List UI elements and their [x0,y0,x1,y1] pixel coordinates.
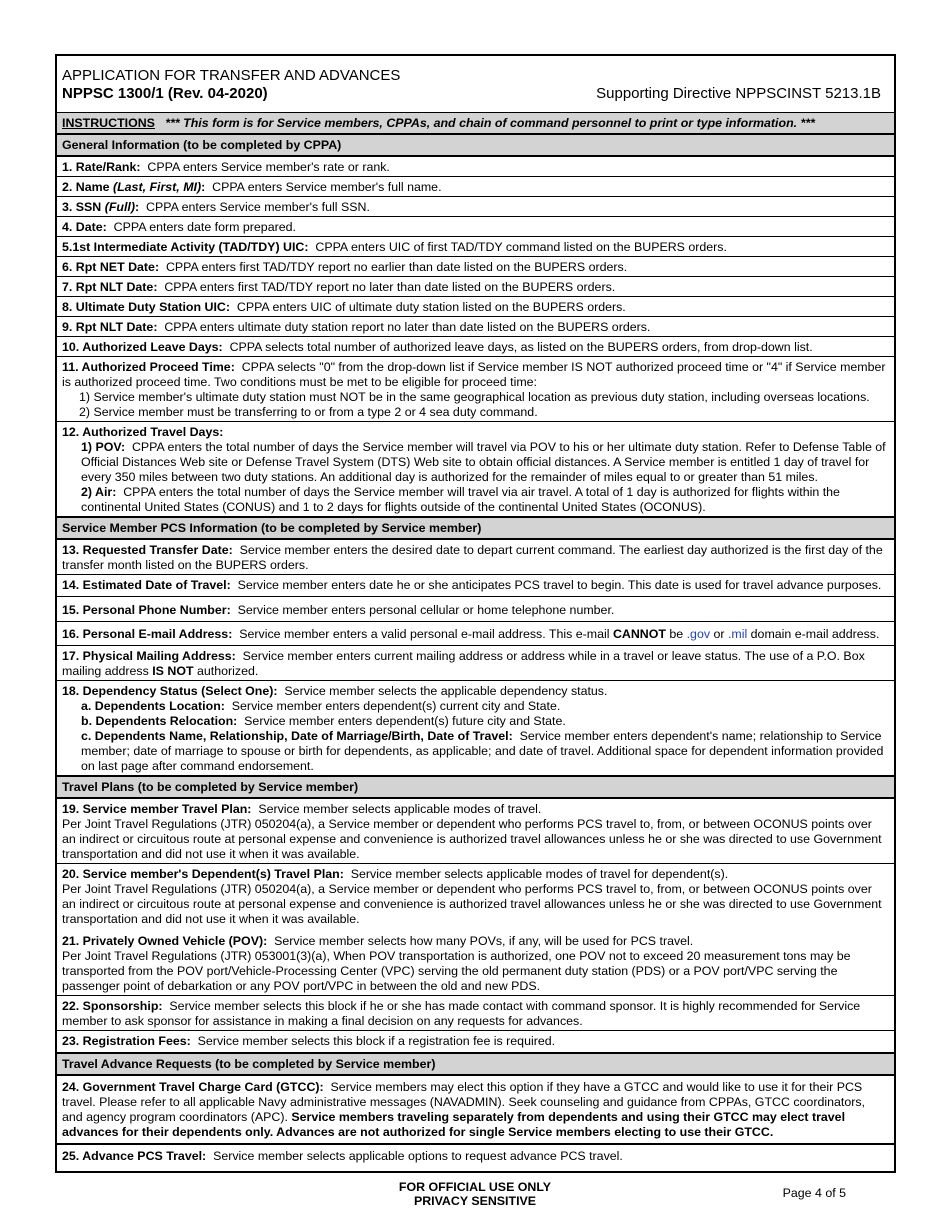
item-24 [57,1074,894,1143]
instructions-label: INSTRUCTIONS [62,116,155,130]
privacy-label: PRIVACY SENSITIVE [413,1194,537,1208]
air-paragraph: 2) Air: CPPA enters the total number of days the Service member will travel via air travel. A total of 1 day is authorized for flights within the continental United States (CONUS) and 1 to 2 days for flights outside of the continental United States (OCONUS). [81,485,840,514]
form-header [57,56,894,113]
item-12 [57,421,894,516]
item-text: CPPA selects total number of authorized leave days, as listed on the BUPERS orders, from drop-down list. [229,340,813,354]
item-text: CPPA enters Service member's rate or rank. [147,160,390,174]
item-19 [57,797,894,863]
item-text: Service member selects applicable modes of travel for dependent(s). [350,867,729,881]
item-14 [57,574,894,596]
item-label: 19. Service member Travel Plan: [62,802,252,816]
item-text: Service member selects this block if a registration fee is required. [197,1034,556,1048]
item-text: CPPA enters first TAD/TDY report no later than date listed on the BUPERS orders. [164,280,616,294]
item-label: 7. Rpt NLT Date: [62,280,158,294]
item-text: Service member enters a valid personal e-mail address. This e-mail CANNOT be .gov or .mil domain e-mail address. [239,627,880,641]
item-text: Service member enters personal cellular or home telephone number. [237,603,615,617]
item-2 [57,176,894,196]
item-label: 6. Rpt NET Date: [62,260,160,274]
item-13 [57,538,894,574]
supporting-directive: Supporting Directive NPPSCINST 5213.1B [596,85,881,102]
item-text: Service members may elect this option if they have a GTCC and would like to use it for their PCS travel. Please refer to all applicable Navy administrative messages (NAVADMIN). Seek counseling and guidance from CPPAs, GTCC coordinators, and agency program coordinators (APC). [62,1080,865,1124]
item-label: 25. Advance PCS Travel: [62,1149,207,1163]
item-label: 24. Government Travel Charge Card (GTCC): [62,1080,324,1094]
item-text: Service member enters date he or she anticipates PCS travel to begin. This date is used for travel advance purposes. [237,578,882,592]
item-4 [57,216,894,236]
fouo-label: FOR OFFICIAL USE ONLY [398,1180,552,1194]
item-text: Service member selects applicable modes of travel. [258,802,542,816]
pov-paragraph: 1) POV: CPPA enters the total number of days the Service member will travel via POV to his or her ultimate duty station. Refer to Defense Table of Official Distances Web site or Defense Travel System (DTS) Web site to obtain official distances. A Service member is entitled 1 day of travel for every 350 miles between two duty stations. An additional day is authorized for the remainder of miles equal to or greater than 51 miles. [81,440,886,484]
section-general-header: General Information (to be completed by CPPA) [57,133,894,155]
item-text: CPPA enters ultimate duty station report no later than date listed on the BUPERS orders. [164,320,651,334]
page-number: Page 4 of 5 [782,1186,846,1200]
item-15 [57,596,894,621]
item-label: 20. Service member's Dependent(s) Travel Plan: [62,867,344,881]
item-6 [57,256,894,276]
item-text: Service member selects how many POVs, if any, will be used for PCS travel. [274,934,694,948]
item-label: 12. Authorized Travel Days: [62,425,224,439]
item-23 [57,1030,894,1052]
item-label: 1. Rate/Rank: [62,160,141,174]
item-text: CPPA enters UIC of ultimate duty station listed on the BUPERS orders. [236,300,626,314]
item-text: CPPA selects "0" from the drop-down list if Service member IS NOT authorized proceed time or "4" if Service member is authorized proceed time. Two conditions must be met to be eligible for proceed time: [62,360,886,389]
item-25 [57,1143,894,1165]
form-title: APPLICATION FOR TRANSFER AND ADVANCES [62,67,401,84]
item-label: 22. Sponsorship: [62,999,163,1013]
section-advance-header: Travel Advance Requests (to be completed by Service member) [57,1052,894,1074]
item-text: CPPA enters Service member's full SSN. [146,200,370,214]
item-label: 13. Requested Transfer Date: [62,543,233,557]
item-label: 21. Privately Owned Vehicle (POV): [62,934,268,948]
item-text: Service member selects this block if he or she has made contact with command sponsor. It is highly recommended for Service member to ask sponsor for assistance in making a final decision on any requests for advances. [62,999,861,1028]
item-5 [57,236,894,256]
item-label: 11. Authorized Proceed Time: [62,360,235,374]
form-page [55,54,896,1173]
item-18 [57,680,894,775]
dependents-relocation: b. Dependents Relocation: Service member enters dependent(s) future city and State. [81,714,566,728]
jtr-paragraph: Per Joint Travel Regulations (JTR) 053001(3)(a), When POV transportation is authorized, one POV not to exceed 20 measurement tons may be transported from the POV port/Vehicle-Processing Center (VPC) serving the old permanent duty station (PDS) or a POV port/VPC serving the passenger point of debarkation or any POV port/VPC in between the old and new PDS. [62,949,851,993]
item-text: Service member enters current mailing address or address while in a travel or leave status. The use of a P.O. Box mailing address IS NOT authorized. [62,649,865,678]
item-text: Service member enters the desired date to depart current command. The earliest day authorized is the first day of the transfer month listed on the BUPERS orders. [62,543,883,572]
instructions-row [57,113,894,133]
item-label: 23. Registration Fees: [62,1034,191,1048]
item-3 [57,196,894,216]
item-20 [57,863,894,928]
item-21 [57,928,894,995]
item-label: 14. Estimated Date of Travel: [62,578,231,592]
item-17 [57,645,894,680]
item-10 [57,336,894,356]
item-1 [57,155,894,176]
item-7 [57,276,894,296]
section-travel-header: Travel Plans (to be completed by Service member) [57,775,894,797]
form-code: NPPSC 1300/1 (Rev. 04-2020) [62,85,268,102]
item-22 [57,995,894,1030]
item-label: 10. Authorized Leave Days: [62,340,223,354]
item-text: CPPA enters Service member's full name. [212,180,442,194]
item-label: 15. Personal Phone Number: [62,603,231,617]
section-pcs-header: Service Member PCS Information (to be completed by Service member) [57,516,894,538]
item-8 [57,296,894,316]
item-label: 3. SSN (Full): [62,200,140,214]
dependents-details: c. Dependents Name, Relationship, Date of Marriage/Birth, Date of Travel: Service member enters dependent's name; relationship to Service member; date of marriage to spouse or birth for dependents, as applicable; and date of travel. Additional space for dependent information provided on last page after command endorsement. [81,729,884,773]
item-label: 2. Name (Last, First, MI): [62,180,206,194]
item-text: CPPA enters date form prepared. [113,220,296,234]
item-label: 8. Ultimate Duty Station UIC: [62,300,230,314]
item-text: Service member selects the applicable dependency status. [284,684,608,698]
item-label: 5.1st Intermediate Activity (TAD/TDY) UIC: [62,240,309,254]
item-label: 17. Physical Mailing Address: [62,649,236,663]
jtr-paragraph: Per Joint Travel Regulations (JTR) 050204(a), a Service member or dependent who performs PCS travel to, from, or between OCONUS points over an indirect or circuitous route at personal expense and convenience is authorized travel allowances unless he or she was directed to use Government transportation and did not use it when it was available. [62,882,882,926]
instructions-text: *** This form is for Service members, CPPAs, and chain of command personnel to print or type information. *** [165,116,815,130]
item-text: CPPA enters first TAD/TDY report no earlier than date listed on the BUPERS orders. [165,260,628,274]
item-label: 16. Personal E-mail Address: [62,627,233,641]
item-label: 9. Rpt NLT Date: [62,320,158,334]
item-label: 18. Dependency Status (Select One): [62,684,278,698]
jtr-paragraph: Per Joint Travel Regulations (JTR) 050204(a), a Service member or dependent who performs PCS travel to, from, or between OCONUS points over an indirect or circuitous route at personal expense and convenience is authorized travel allowances unless he or she was directed to use Government transportation and did not use it when it was available. [62,817,882,861]
item-text: Service member selects applicable options to request advance PCS travel. [213,1149,623,1163]
dependents-location: a. Dependents Location: Service member enters dependent(s) current city and State. [81,699,561,713]
item-label: 4. Date: [62,220,107,234]
proceed-condition-1: 1) Service member's ultimate duty station must NOT be in the same geographical location as previous duty station, including overseas locations. [79,390,870,404]
gtcc-note: Service members traveling separately from dependents and using their GTCC may elect travel advances for their dependents only. Advances are not authorized for single Service members electing to use their GTCC. [62,1110,846,1139]
item-16 [57,621,894,645]
proceed-condition-2: 2) Service member must be transferring to or from a type 2 or 4 sea duty command. [79,405,538,419]
item-text: CPPA enters UIC of first TAD/TDY command listed on the BUPERS orders. [315,240,727,254]
item-11 [57,356,894,421]
item-9 [57,316,894,336]
